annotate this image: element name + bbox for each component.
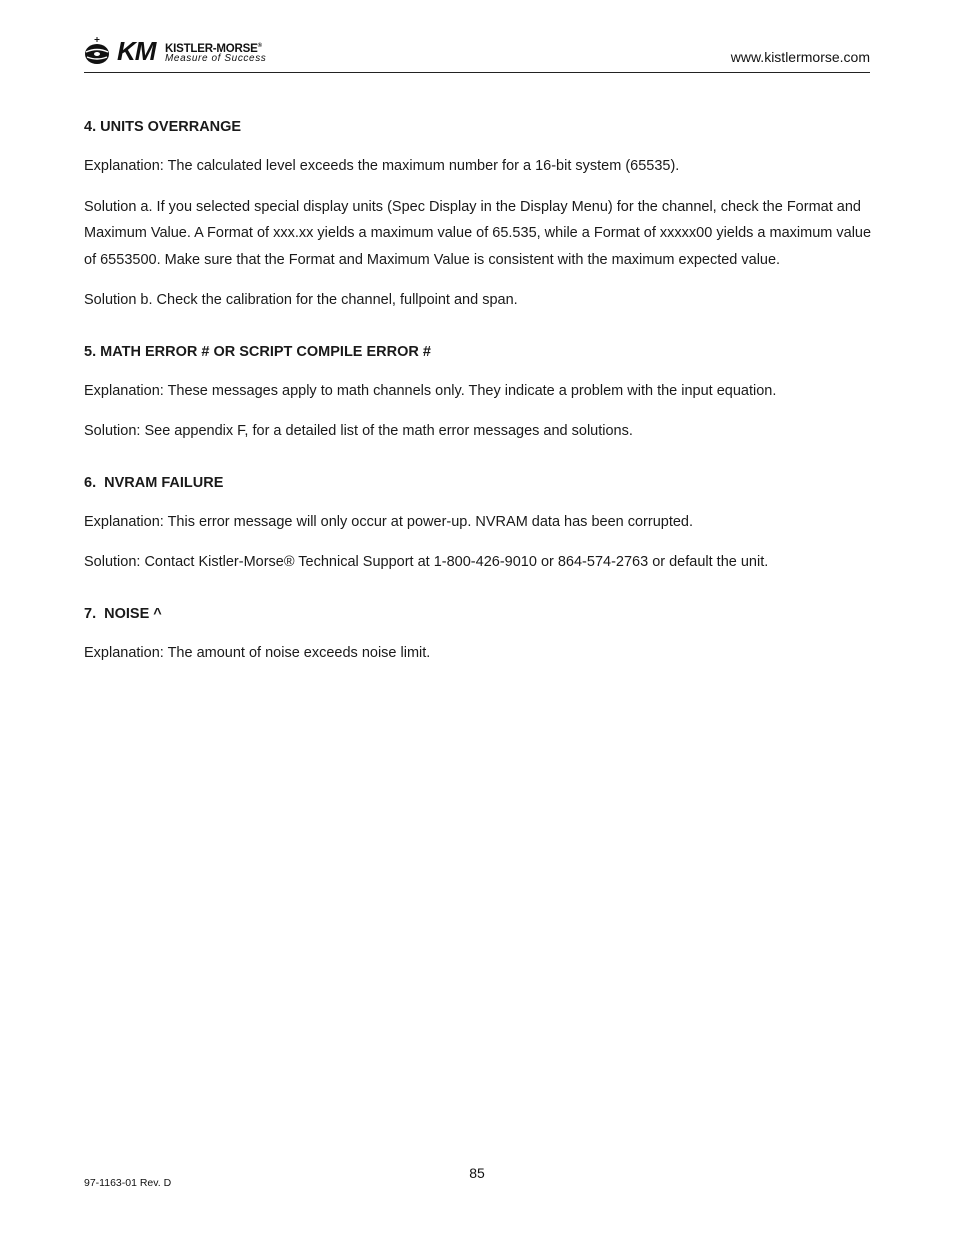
explanation-text: Explanation: The calculated level exceeds the maximum number for a 16-bit system (65535). <box>84 158 680 174</box>
globe-logo-icon <box>84 37 110 65</box>
section-heading: 6. NVRAM FAILURE <box>84 474 224 491</box>
solution-text: Solution: Contact Kistler-Morse® Technical Support at 1-800-426-9010 or 864-574-2763 or default the unit. <box>84 554 769 570</box>
page-header <box>84 34 870 73</box>
explanation-text: Explanation: This error message will only occur at power-up. NVRAM data has been corrupted. <box>84 513 694 530</box>
section-nvram-failure <box>84 473 874 576</box>
logo-brand-text: KISTLER-MORSE <box>165 42 258 55</box>
explanation-text: Explanation: The amount of noise exceeds noise limit. <box>84 644 431 661</box>
section-math-error <box>84 342 874 445</box>
page-content <box>84 117 874 694</box>
section-units-overrange <box>84 117 874 314</box>
logo-reg-mark: ® <box>257 43 262 49</box>
solution-text: Solution: See appendix F, for a detailed list of the math error messages and solutions. <box>84 423 633 439</box>
section-heading: 7. NOISE ^ <box>84 605 162 622</box>
website-url[interactable]: www.kistlermorse.com <box>730 49 870 65</box>
explanation-text: Explanation: These messages apply to math channels only. They indicate a problem with the input equation. <box>84 382 777 399</box>
solution-b-text: Solution b. Check the calibration for the channel, fullpoint and span. <box>84 292 518 308</box>
section-noise <box>84 604 874 667</box>
document-number: 97-1163-01 Rev. D <box>84 1177 172 1189</box>
section-heading: 5. MATH ERROR # OR SCRIPT COMPILE ERROR # <box>84 343 431 360</box>
logo-tagline: Measure of Success <box>165 53 267 64</box>
page-number: 85 <box>469 1165 485 1181</box>
logo-km-text: KM <box>117 36 156 66</box>
section-heading: 4. UNITS OVERRANGE <box>84 119 242 135</box>
solution-a-text: Solution a. If you selected special display units (Spec Display in the Display Menu) for the channel, check the Format and Maximum Value. A Format of xxx.xx yields a maximum value of 65.535, while a Format of xxxxx00 yields a maximum value of 6553500. Make sure that the Format and Maximum Value is consistent with the maximum expected value. <box>84 198 872 268</box>
